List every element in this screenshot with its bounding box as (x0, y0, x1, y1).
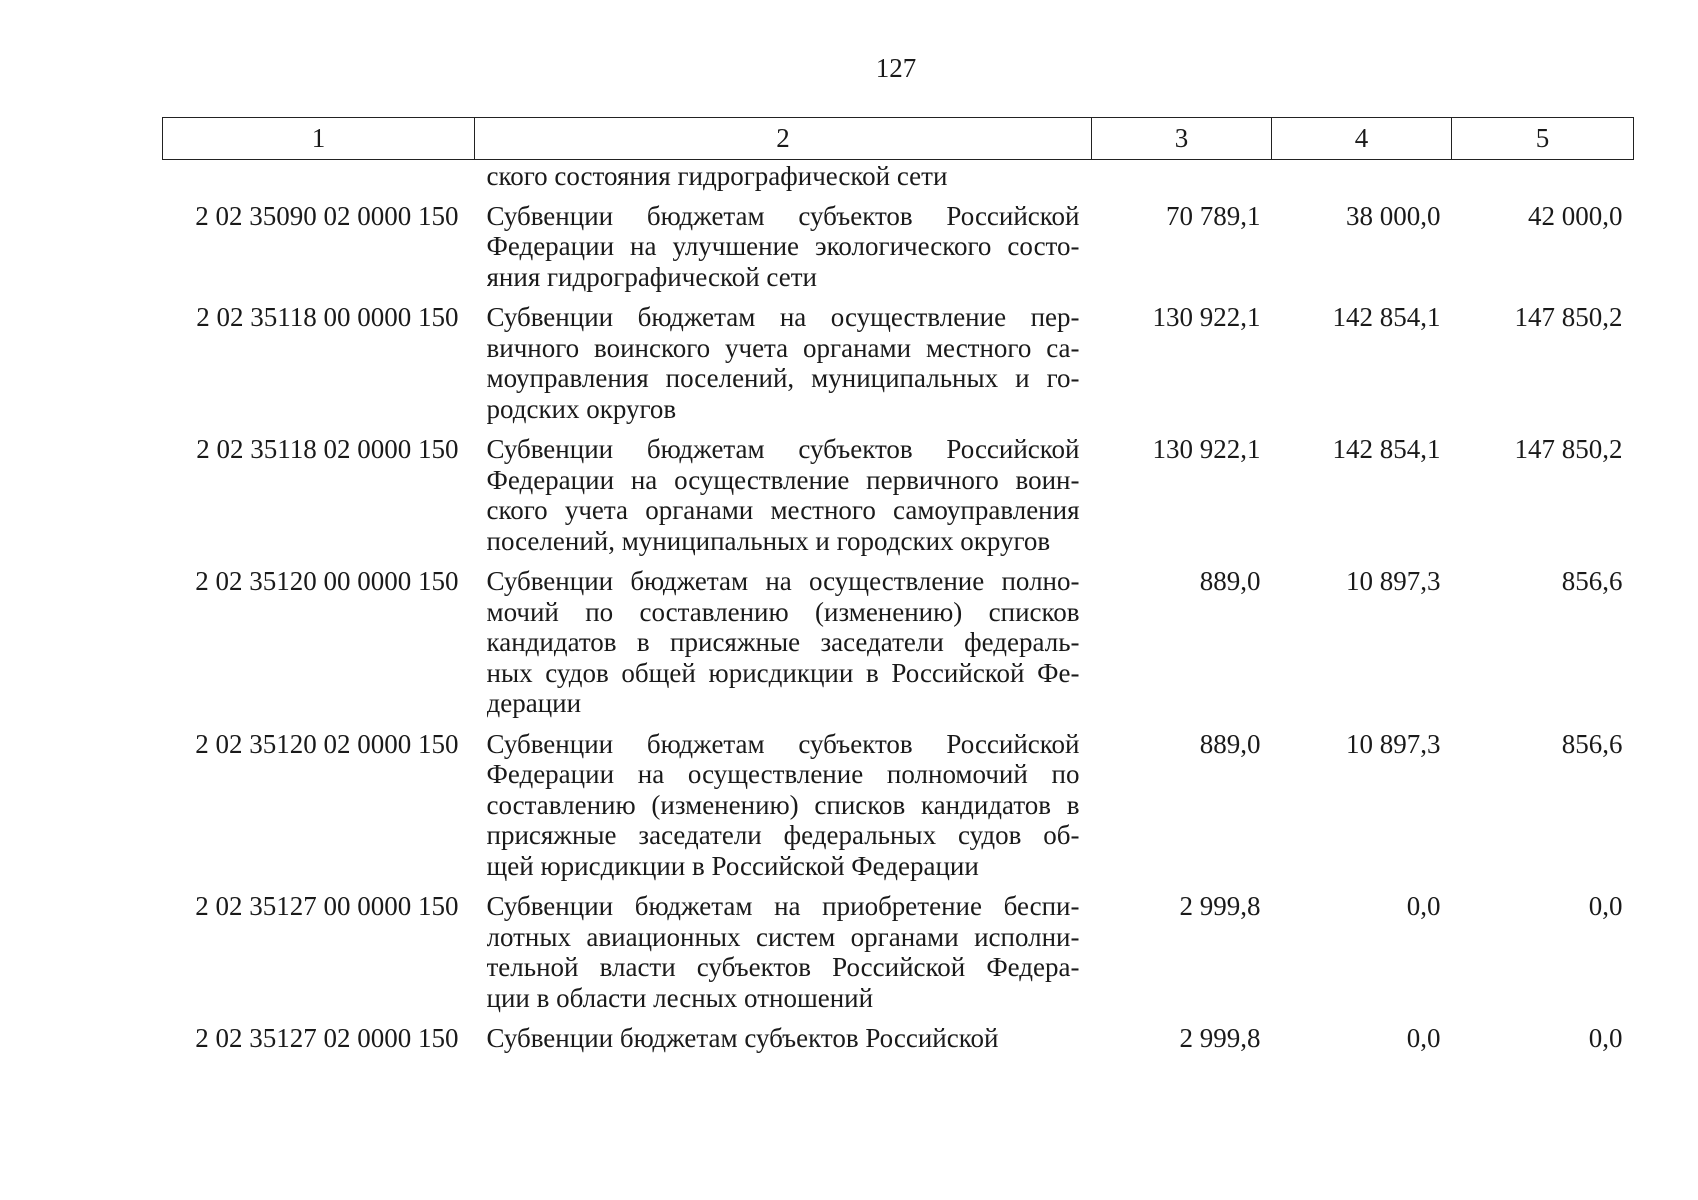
budget-code: 2 02 35127 02 0000 150 (195, 1023, 459, 1053)
page-number: 127 (875, 53, 917, 83)
table-row (163, 566, 1634, 729)
description-line: присяжные заседатели федеральных судов об- (486, 820, 1080, 850)
header-col-5: 5 (1452, 118, 1634, 160)
header-col-3: 3 (1092, 118, 1272, 160)
value-col-3: 130 922,1 (1152, 434, 1261, 464)
value-col-5: 0,0 (1588, 891, 1623, 921)
description (475, 891, 1092, 1023)
description (475, 1023, 1092, 1064)
header-col-4: 4 (1272, 118, 1452, 160)
description-line: Субвенции бюджетам субъектов Российской (486, 728, 1080, 759)
description-line: Субвенции бюджетам на осуществление полно- (486, 566, 1080, 596)
table-row (163, 729, 1634, 892)
continuation-description (475, 160, 1092, 201)
description-line: родских округов (486, 393, 677, 424)
value-col-3: 130 922,1 (1152, 302, 1261, 332)
value-col-4: 38 000,0 (1346, 200, 1441, 231)
value-col-5: 856,6 (1561, 566, 1623, 596)
table-body (163, 160, 1634, 1064)
description-line: дерации (486, 688, 582, 718)
budget-code: 2 02 35118 00 0000 150 (196, 302, 459, 332)
header-col-2: 2 (475, 118, 1092, 160)
value-col-3: 2 999,8 (1179, 1023, 1261, 1053)
description (475, 201, 1092, 303)
value-col-4: 0,0 (1406, 891, 1441, 921)
header-row (163, 118, 1634, 160)
table-row (163, 302, 1634, 434)
value-col-3: 70 789,1 (1166, 200, 1261, 231)
description (475, 729, 1092, 892)
continuation-value-3 (1092, 160, 1272, 201)
budget-code: 2 02 35118 02 0000 150 (196, 434, 459, 464)
budget-code: 2 02 35120 00 0000 150 (195, 566, 459, 596)
description-line: щей юрисдикции в Российской Федерации (486, 850, 979, 881)
description-line: Субвенции бюджетам субъектов Российской (486, 1023, 999, 1053)
description (475, 434, 1092, 566)
description (475, 566, 1092, 729)
value-col-3: 2 999,8 (1179, 891, 1261, 921)
description-line: мочий по составлению (изменению) списков (486, 596, 1080, 627)
description (475, 302, 1092, 434)
table-row (163, 1023, 1634, 1064)
value-col-4: 142 854,1 (1332, 302, 1441, 332)
description-line: лотных авиационных систем органами исполни- (486, 921, 1080, 952)
value-col-3: 889,0 (1199, 728, 1261, 759)
description-line: ции в области лесных отношений (486, 982, 874, 1013)
budget-table (162, 117, 1634, 1064)
value-col-3: 889,0 (1199, 566, 1261, 596)
description-line: ского учета органами местного самоуправления (486, 495, 1080, 525)
continuation-code-cell (163, 160, 475, 201)
header-col-1: 1 (163, 118, 475, 160)
budget-code: 2 02 35090 02 0000 150 (195, 200, 459, 231)
description-line: Субвенции бюджетам на осуществление пер- (486, 302, 1080, 332)
description-line: тельной власти субъектов Российской Федера- (486, 952, 1080, 982)
continuation-value-5 (1452, 160, 1634, 201)
description-line: Субвенции бюджетам субъектов Российской (486, 200, 1080, 231)
value-col-5: 0,0 (1588, 1023, 1623, 1053)
value-col-5: 147 850,2 (1514, 434, 1623, 464)
description-line: поселений, муниципальных и городских округов (486, 525, 1051, 556)
description-line: моуправления поселений, муниципальных и го- (486, 363, 1080, 393)
table-row (163, 201, 1634, 303)
budget-code: 2 02 35127 00 0000 150 (195, 891, 459, 921)
table-row (163, 434, 1634, 566)
table-row (163, 891, 1634, 1023)
description-line: вичного воинского учета органами местного са- (486, 332, 1080, 363)
description-line: ных судов общей юрисдикции в Российской Фе- (486, 657, 1080, 688)
continuation-value-4 (1272, 160, 1452, 201)
description-line: яния гидрографической сети (486, 261, 817, 292)
description-line: Федерации на осуществление полномочий по (486, 759, 1080, 789)
description-line: Субвенции бюджетам на приобретение беспи- (486, 891, 1080, 921)
description-line: кандидатов в присяжные заседатели федераль- (486, 627, 1080, 657)
value-col-5: 42 000,0 (1528, 200, 1623, 231)
value-col-4: 10 897,3 (1346, 566, 1441, 596)
description-line: Субвенции бюджетам субъектов Российской (486, 434, 1080, 464)
value-col-4: 142 854,1 (1332, 434, 1441, 464)
value-col-4: 0,0 (1406, 1023, 1441, 1053)
description-line: Федерации на осуществление первичного воин- (486, 464, 1080, 495)
budget-code: 2 02 35120 02 0000 150 (195, 728, 459, 759)
table-header (163, 118, 1634, 160)
continuation-row (163, 160, 1634, 201)
description-line: ского состояния гидрографической сети (486, 161, 948, 191)
description-line: составлению (изменению) списков кандидатов в (486, 789, 1080, 820)
description-line: Федерации на улучшение экологического состо- (486, 231, 1080, 261)
value-col-5: 856,6 (1561, 728, 1623, 759)
value-col-4: 10 897,3 (1346, 728, 1441, 759)
value-col-5: 147 850,2 (1514, 302, 1623, 332)
